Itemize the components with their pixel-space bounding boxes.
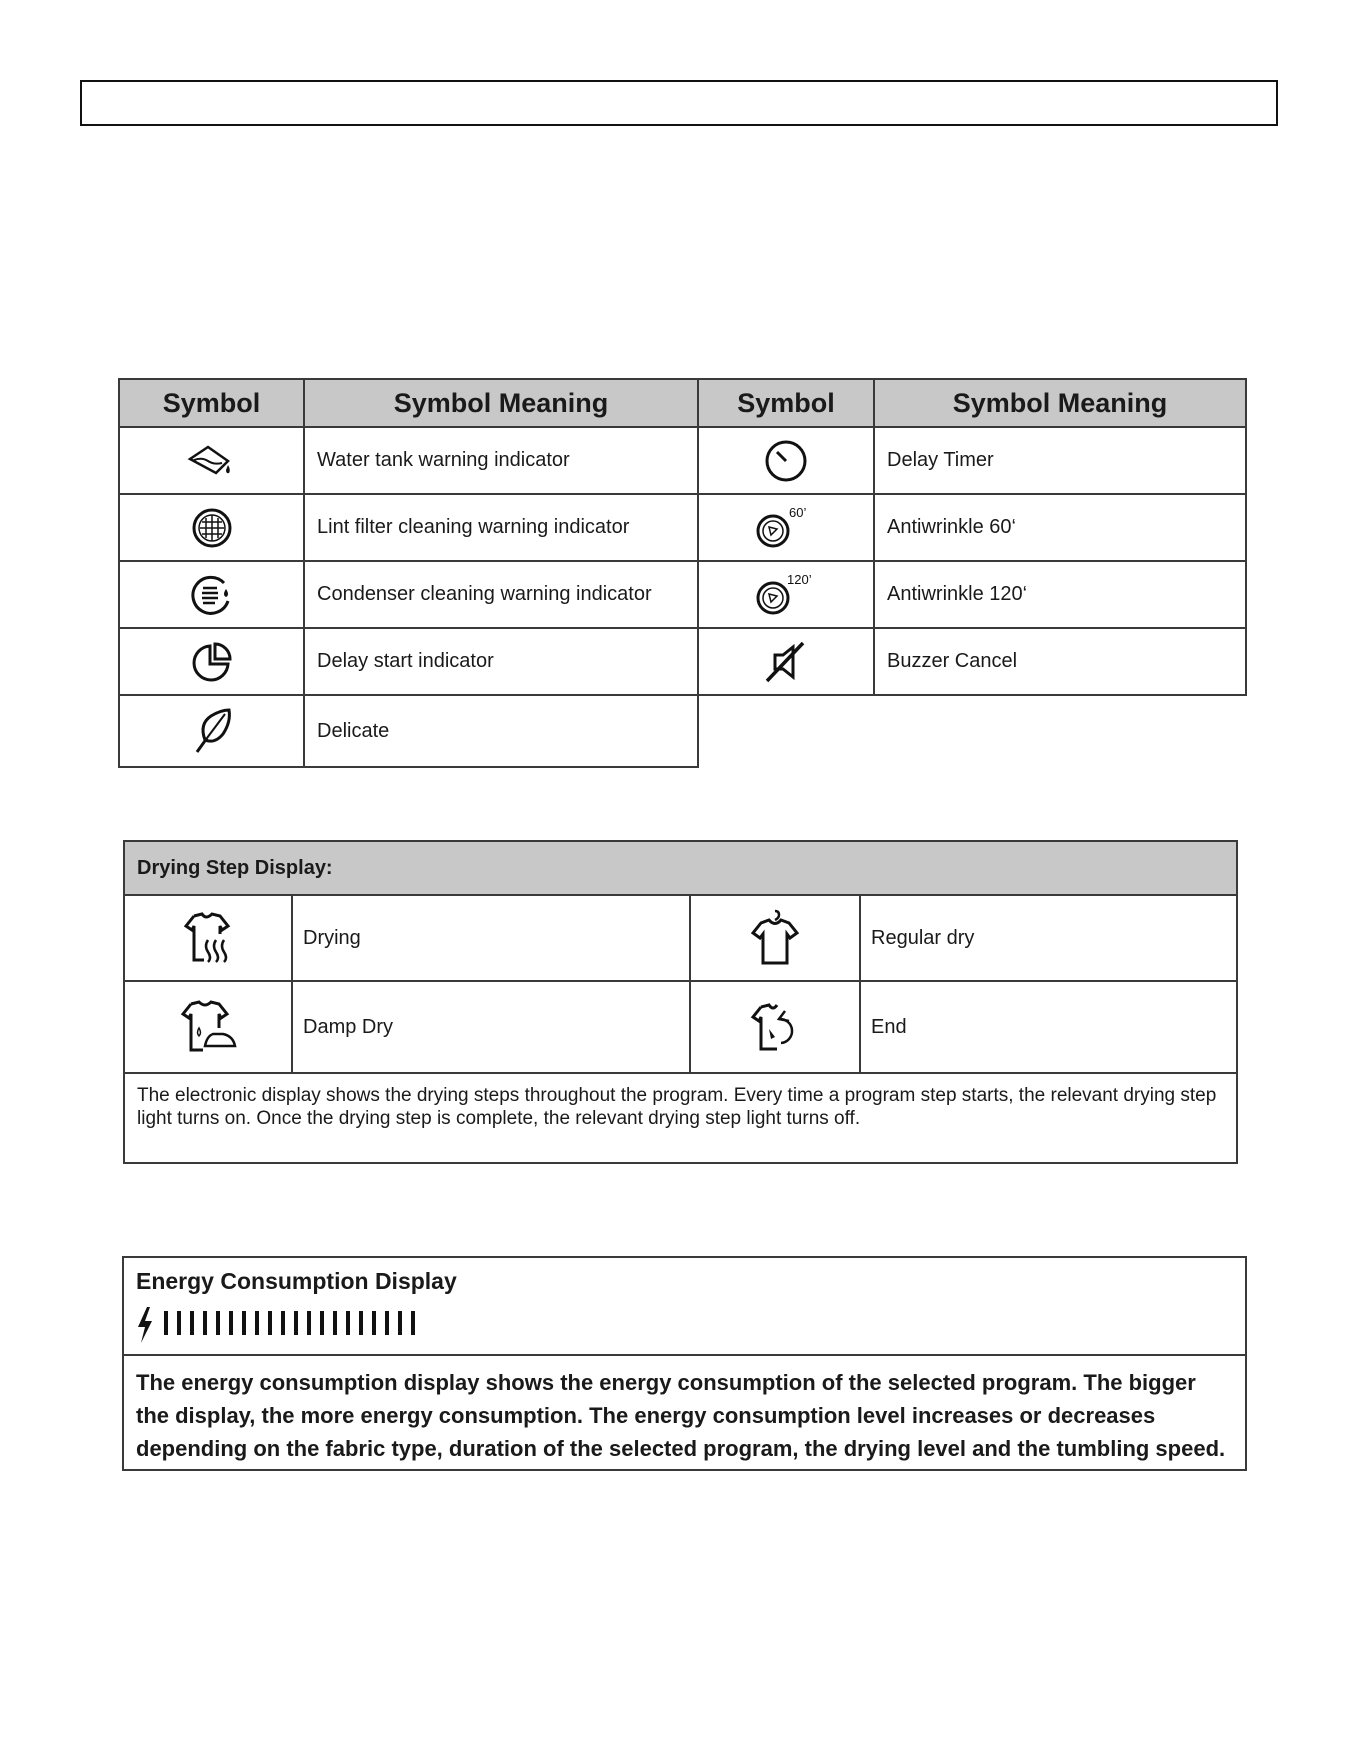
drying-shirt-icon bbox=[124, 895, 292, 981]
symbol-meaning: Antiwrinkle 60‘ bbox=[874, 494, 1246, 561]
end-shirt-icon bbox=[690, 981, 860, 1073]
energy-segment bbox=[372, 1311, 376, 1335]
energy-segment bbox=[164, 1311, 168, 1335]
antiwrinkle-60-icon bbox=[698, 494, 874, 561]
table-row bbox=[119, 427, 1246, 494]
drying-step-header: Drying Step Display: bbox=[124, 841, 1237, 895]
drying-step-label: Drying bbox=[292, 895, 690, 981]
energy-segment bbox=[333, 1311, 337, 1335]
symbol-meaning: Water tank warning indicator bbox=[304, 427, 698, 494]
symbol-meaning: Delay Timer bbox=[874, 427, 1246, 494]
lightning-bolt-icon bbox=[136, 1307, 154, 1343]
delay-start-icon bbox=[119, 628, 304, 695]
antiwrinkle-60-icon-text: 60’ bbox=[789, 504, 807, 520]
header-meaning-right: Symbol Meaning bbox=[874, 379, 1246, 427]
table-row bbox=[119, 494, 1246, 561]
header-meaning-left: Symbol Meaning bbox=[304, 379, 698, 427]
drying-step-note: The electronic display shows the drying steps throughout the program. Every time a program step starts, the relevant drying step light turns on. Once the drying step is complete, the relevant drying step light turns off. bbox=[124, 1073, 1237, 1163]
symbol-meaning: Antiwrinkle 120‘ bbox=[874, 561, 1246, 628]
symbol-meaning: Delay start indicator bbox=[304, 628, 698, 695]
water-tank-icon bbox=[119, 427, 304, 494]
symbol-table-header bbox=[119, 379, 1246, 427]
drying-step-table bbox=[123, 840, 1238, 1164]
energy-segment bbox=[229, 1311, 233, 1335]
page-header-box bbox=[80, 80, 1278, 126]
energy-consumption-box bbox=[122, 1256, 1247, 1471]
table-row bbox=[124, 981, 1237, 1073]
symbol-meaning: Buzzer Cancel bbox=[874, 628, 1246, 695]
antiwrinkle-120-icon bbox=[698, 561, 874, 628]
table-row bbox=[119, 695, 1246, 767]
header-symbol-right: Symbol bbox=[698, 379, 874, 427]
energy-title: Energy Consumption Display bbox=[136, 1268, 457, 1294]
energy-segment bbox=[190, 1311, 194, 1335]
antiwrinkle-120-icon-text: 120’ bbox=[787, 571, 812, 587]
condenser-icon bbox=[119, 561, 304, 628]
energy-segment bbox=[411, 1311, 415, 1335]
energy-description: The energy consumption display shows the energy consumption of the selected program. The bigger the display, the more energy consumption. The energy consumption level increases or decreases depending on the fabric type, duration of the selected program, the drying level and the tumbling speed. bbox=[136, 1370, 1226, 1461]
symbol-meaning: Condenser cleaning warning indicator bbox=[304, 561, 698, 628]
table-row bbox=[124, 895, 1237, 981]
lint-filter-icon bbox=[119, 494, 304, 561]
energy-segment bbox=[216, 1311, 220, 1335]
energy-level-segments bbox=[164, 1311, 424, 1340]
damp-dry-iron-icon bbox=[124, 981, 292, 1073]
energy-segment bbox=[177, 1311, 181, 1335]
energy-segment bbox=[398, 1311, 402, 1335]
energy-segment bbox=[255, 1311, 259, 1335]
drying-step-label: Damp Dry bbox=[292, 981, 690, 1073]
energy-segment bbox=[307, 1311, 311, 1335]
drying-step-label: End bbox=[860, 981, 1237, 1073]
energy-segment bbox=[359, 1311, 363, 1335]
delay-timer-icon bbox=[698, 427, 874, 494]
energy-segment bbox=[294, 1311, 298, 1335]
energy-segment bbox=[268, 1311, 272, 1335]
symbol-meaning: Lint filter cleaning warning indicator bbox=[304, 494, 698, 561]
symbol-table bbox=[118, 378, 1247, 768]
energy-segment bbox=[281, 1311, 285, 1335]
energy-divider bbox=[124, 1354, 1245, 1356]
energy-segment bbox=[320, 1311, 324, 1335]
energy-bar bbox=[136, 1306, 424, 1344]
header-symbol-left: Symbol bbox=[119, 379, 304, 427]
drying-step-label: Regular dry bbox=[860, 895, 1237, 981]
energy-segment bbox=[242, 1311, 246, 1335]
symbol-meaning: Delicate bbox=[304, 695, 698, 767]
regular-dry-shirt-icon bbox=[690, 895, 860, 981]
buzzer-cancel-icon bbox=[698, 628, 874, 695]
table-row bbox=[119, 628, 1246, 695]
table-row bbox=[119, 561, 1246, 628]
energy-segment bbox=[385, 1311, 389, 1335]
feather-icon bbox=[119, 695, 304, 767]
energy-segment bbox=[203, 1311, 207, 1335]
energy-segment bbox=[346, 1311, 350, 1335]
empty-cell bbox=[698, 695, 1246, 767]
